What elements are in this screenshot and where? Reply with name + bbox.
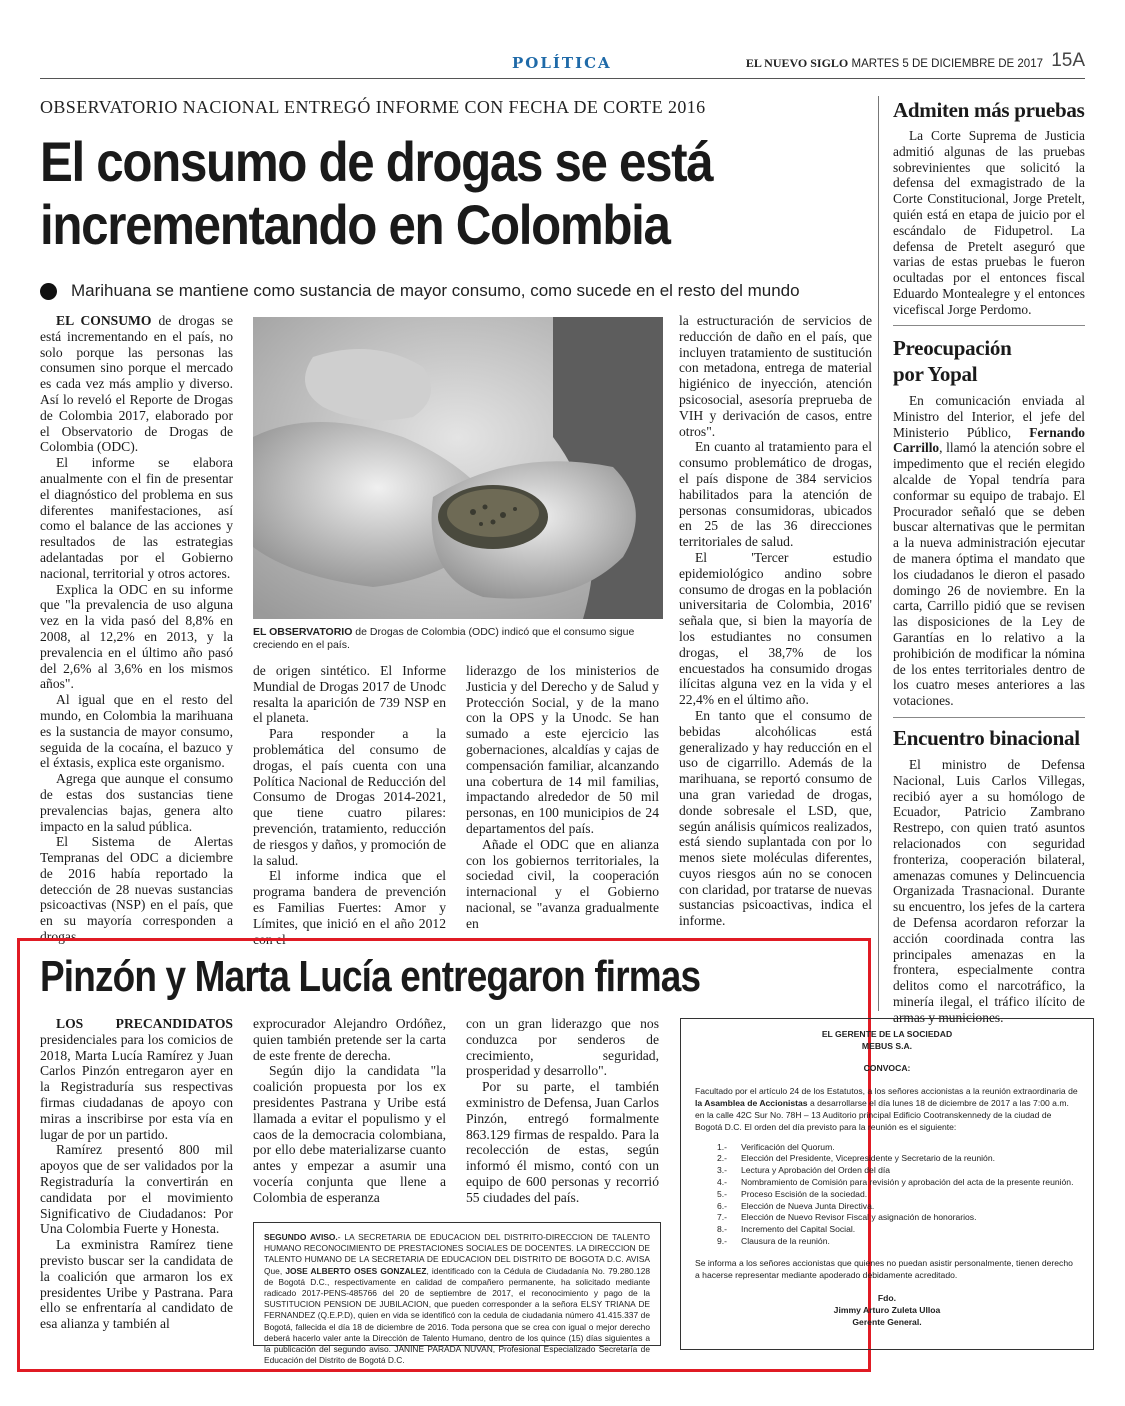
article-column-1	[40, 313, 233, 945]
notice-note: Se informa a los señores accionistas que quienes no puedan asistir personalmente, tienen derecho a hacerse representar mediante apoderado debidamente acreditado.	[695, 1257, 1073, 1280]
agenda-list	[717, 1142, 1079, 1248]
second-column-1	[40, 1016, 233, 1332]
paragraph: liderazgo de los ministerios de Justicia y del Derecho y de Salud y Protección Social, y de la mano con la OPS y la Unodc. Se han sumado a este ejercicio las gobernaciones, alcaldías y cajas de compensación familiar, alcanzando una cobertura de 14 mil familias, impactando alrededor de 50 mil personas, en 100 municipios de 24 departamentos del país.	[466, 663, 659, 836]
issue-date: MARTES 5 DE DICIEMBRE DE 2017	[851, 58, 1043, 70]
person-name: Fernando Carrillo	[893, 424, 1085, 456]
notice-person: JOSE ALBERTO OSES GONZALEZ	[285, 1265, 427, 1276]
sidebar-separator	[893, 717, 1085, 718]
sidebar-body-2: En comunicación enviada al Ministro del Interior, el jefe del Ministerio Público, Fernando Carrillo, llamó la atención sobre el impedimento que el recién elegido alcalde de Yopal tendría para conformar su equipo de trabajo. El Procurador señaló que se deben buscar alternativas que le permitan a la nueva administración ejecutar de manera óptima el mandato que los ciudadanos le dieron el pasado domingo 26 de noviembre. En la carta, Carrillo pidió que se revisen las disposiciones de la Ley de Garantías en lo relativo a la prohibición de modificar la nómina de los entes territoriales dentro de los cuatro meses anteriores a las votaciones.	[893, 393, 1085, 709]
article-kicker: OBSERVATORIO NACIONAL ENTREGÓ INFORME CON FECHA DE CORTE 2016	[40, 97, 706, 117]
paragraph: Agrega que aunque el consumo de estas dos sustancias tiene prevalencias bajas, genera alto impacto en la salud pública.	[40, 771, 233, 834]
article-headline: El consumo de drogas se está incrementando en Colombia	[40, 130, 713, 256]
section-label: POLÍTICA	[512, 54, 612, 72]
agenda-text: Lectura y Aprobación del Orden del día	[741, 1165, 891, 1176]
agenda-number: 5.-	[717, 1188, 728, 1199]
newspaper-name: EL NUEVO SIGLO	[745, 56, 849, 70]
bullet-icon	[40, 283, 57, 300]
agenda-text: Clausura de la reunión.	[741, 1235, 830, 1246]
agenda-item	[717, 1212, 1079, 1224]
paragraph: El informe indica que el programa bandera de prevención es Familias Fuertes: Amor y Límites, que inició en el año 2012 con el	[253, 868, 446, 947]
second-column-3	[466, 1016, 659, 1206]
agenda-item	[717, 1177, 1079, 1189]
company-name: MEBUS S.A.	[861, 1040, 913, 1051]
paragraph: la estructuración de servicios de reducción de daño en el país, que incluyen tratamiento de sustitución con metadona, entrega de material higiénico de inyección, atención psicosocial, asesoría preprueba de VIH y derivación de casos, entre otros".	[679, 313, 872, 439]
agenda-number: 9.-	[717, 1235, 728, 1246]
legal-notice-assembly	[680, 1018, 1094, 1350]
paragraph: Al igual que en el resto del mundo, en Colombia la marihuana es la sustancia de mayor consumo, seguida de la cocaína, el bazuco y el éxtasis, explica este organismo.	[40, 692, 233, 771]
second-column-2	[253, 1016, 446, 1206]
sidebar-headline-3: Encuentro binacional	[893, 726, 1080, 750]
agenda-text: Nombramiento de Comisión para revisión y aprobación del acta de la presente reunión.	[741, 1176, 1074, 1187]
summary-text: Marihuana se mantiene como sustancia de mayor consumo, como sucede en el resto del mundo	[71, 281, 800, 300]
signer-role: Gerente General.	[852, 1316, 922, 1327]
paragraph: En cuanto al tratamiento para el consumo problemático de drogas, el país dispone de 384 servicios habilitados para la atención de personas consumidoras, ubicados en 25 de las 36 direcciones territoriales de salud.	[679, 439, 872, 550]
paragraph: Añade el ODC que en alianza con los gobiernos territoriales, la sociedad civil, la cooperación internacional y el Gobierno nacional, se "avanza gradualmente en	[466, 836, 659, 931]
sidebar-body-3: El ministro de Defensa Nacional, Luis Carlos Villegas, recibió ayer a su homólogo de Ecuador, Patricio Zambrano Restrepo, con quien trató asuntos relacionados con seguridad fronteriza, cooperación bilateral, amenazas comunes y Delincuencia Organizada Trasnacional. Durante su encuentro, los jefes de la cartera de Defensa acordaron reforzar la acción coordinada contra las principales amenazas en la frontera, especialmente contra delitos como el narcotráfico, la minería ilegal, el tráfico ilícito de armas y municiones.	[893, 757, 1085, 1025]
signer-name: Jimmy Arturo Zuleta Ulloa	[833, 1305, 941, 1316]
agenda-item	[717, 1165, 1079, 1177]
paragraph: LOS PRECANDIDATOS presidenciales para los comicios de 2018, Marta Lucía Ramírez y Juan Carlos Pinzón entregaron ayer en la Registraduría sus respectivas firmas ciudadanas de apoyo con miras a inscribirse por esta vía en lugar de por un partido.	[40, 1016, 233, 1142]
agenda-number: 4.-	[717, 1176, 728, 1187]
lead-in: EL CONSUMO	[56, 313, 152, 328]
header-rule	[40, 78, 1085, 79]
agenda-number: 1.-	[717, 1141, 728, 1152]
paragraph: exprocurador Alejandro Ordóñez, quien también pretende ser la carta de este frente de derecha.	[253, 1016, 446, 1063]
paragraph: Explica la ODC en su informe que "la prevalencia de uso alguna vez en la vida pasó del 8,8% en 2008, al 12,2% en 2013, y la prevalencia en el último año pasó del 2,6% al 3,6% en los mismos años".	[40, 581, 233, 692]
second-headline: Pinzón y Marta Lucía entregaron firmas	[40, 952, 701, 1001]
agenda-number: 8.-	[717, 1224, 728, 1235]
agenda-item	[717, 1224, 1079, 1236]
agenda-item	[717, 1153, 1079, 1165]
sidebar-headline-1: Admiten más pruebas	[893, 98, 1085, 122]
agenda-item	[717, 1201, 1079, 1213]
sidebar-body-1: La Corte Suprema de Justicia admitió algunas de las pruebas sobrevinientes que solicitó la defensa del exmagistrado de la Corte Constitucional, Jorge Pretelt, quién está en etapa de juicio por el escándalo de Fidupetrol. La defensa de Pretelt aseguró que varias de estas pruebas le fueron ocultadas por el entonces fiscal Eduardo Montealegre y el entonces vicefiscal Jorge Perdomo.	[893, 128, 1085, 317]
agenda-item	[717, 1236, 1079, 1248]
paragraph: La exministra Ramírez tiene previsto buscar ser la candidata de la coalición que armaron los ex presidentes Uribe y Pastrana. Para ello se enfrentaría al candidato de esa alianza y también al	[40, 1237, 233, 1332]
sidebar-headline-2: Preocupación por Yopal	[893, 336, 1012, 386]
notice-lead: SEGUNDO AVISO.	[264, 1232, 338, 1242]
agenda-number: 6.-	[717, 1200, 728, 1211]
paragraph: El Sistema de Alertas Tempranas del ODC a diciembre de 2016 había reportado la detección de 28 nuevas sustancias psicoactivas (NSP) en el país, que en su mayoría corresponden a drogas	[40, 834, 233, 945]
article-summary	[40, 281, 880, 301]
agenda-text: Incremento del Capital Social.	[741, 1224, 856, 1235]
agenda-text: Proceso Escisión de la sociedad.	[741, 1188, 868, 1199]
convoca-heading: CONVOCA:	[863, 1062, 911, 1073]
paragraph: En tanto que el consumo de bebidas alcohólicas está generalizado y hay reducción en el uso de cigarrillo. Además de la marihuana, se reportó consumo de una gran variedad de drogas, donde sobresale el LSD, que, según análisis químicos realizados, está siendo suplantada con por lo menos siete moléculas diferentes, cuyos riesgos aún no se conocen con claridad, por tratarse de nuevas sustancias psicoactivas, indica el informe.	[679, 707, 872, 929]
article-column-2	[253, 663, 446, 947]
article-column-4	[679, 313, 872, 929]
sidebar-separator	[893, 325, 1085, 326]
agenda-item	[717, 1189, 1079, 1201]
agenda-text: Elección de Nueva Junta Directiva.	[741, 1200, 875, 1211]
masthead	[746, 56, 1043, 71]
signature-fdo: Fdo.	[877, 1293, 897, 1304]
paragraph: Según dijo la candidata "la coalición propuesta por los ex presidentes Pastrana y Uribe está llamada a evitar el populismo y el caos de la democracia colombiana, por ello debe materializarse cuanto antes y empezar a asumir una vocería conjunta que llene a Colombia de esperanza	[253, 1063, 446, 1205]
paragraph: de origen sintético. El Informe Mundial de Drogas 2017 de Unodc resalta la aparición de 739 NSP en el planeta.	[253, 663, 446, 726]
article-column-3	[466, 663, 659, 932]
caption-lead: EL OBSERVATORIO	[253, 626, 353, 638]
paragraph: Para responder a la problemática del consumo de drogas, el país cuenta con una Política Nacional de Reducción del Consumo de Drogas 2014-2021, que tiene cuatro pilares: prevención, tratamiento, reducción de riesgos y daños, y promoción de la salud.	[253, 726, 446, 868]
hands-photo-illustration	[253, 317, 663, 619]
paragraph: EL CONSUMO de drogas se está incrementando en el país, no solo porque las personas las consumen sino porque el mercado es cada vez más amplio y diverso. Así lo reveló el Reporte de Drogas de Colombia 2017, elaborado por el Observatorio de Drogas de Colombia (ODC).	[40, 313, 233, 455]
paragraph: con un gran liderazgo que nos conduzca por senderos de crecimiento, seguridad, prosperidad y desarrollo".	[466, 1016, 659, 1079]
sidebar-divider	[878, 96, 879, 1011]
agenda-text: Elección de Nuevo Revisor Fiscal y asignación de honorarios.	[741, 1212, 977, 1223]
agenda-number: 3.-	[717, 1165, 728, 1176]
article-photo	[253, 317, 663, 619]
paragraph: Por su parte, el también exministro de Defensa, Juan Carlos Pinzón, entregó formalmente 863.129 firmas de respaldo. Para la recolección de estas, según informó él mismo, contó con un equipo de 600 personas y recorrió 55 ciudades del país.	[466, 1079, 659, 1205]
paragraph: El 'Tercer estudio epidemiológico andino sobre consumo de drogas en la población universitaria de Colombia, 2016' señala que, si bien la mayoría de los estudiantes no consumen drogas, el 38,7% de los encuestados ha consumido drogas ilícitas alguna vez en la vida y el 22,4% en el último año.	[679, 549, 872, 708]
agenda-text: Elección del Presidente, Vicepresidente y Secretario de la reunión.	[741, 1153, 995, 1164]
lead-in: LOS PRECANDIDATOS	[56, 1016, 233, 1031]
legal-notice-pension: SEGUNDO AVISO.- LA SECRETARIA DE EDUCACION DEL DISTRITO-DIRECCION DE TALENTO HUMANO RECONOCIMIENTO DE PRESTACIONES SOCIALES DE DOCENTES. LA DIRECCION DE TALENTO HUMANO DE LA SECRETARIA DE EDUCACION DEL DISTRITO DE BOGOTA D.C. AVISA Que, JOSE ALBERTO OSES GONZALEZ, identificado con la Cédula de Ciudadanía No. 79.280.128 de Bogotá D.C., respectivamente en calidad de compañero permanente, ha solicitado mediante radicado 2017-PENS-485766 del 20 de septiembre de 2017, el reconocimiento y pago de la SUSTITUCION PENSION DE JUBILACION, que pueden corresponder a la señora ELSY TRIANA DE FERNANDEZ (Q.E.P.D), quien en vida se identificó con la cedula de ciudadania número 41.415.337 de Bogotá, fallecida el día 18 de diciembre de 2016. Toda persona que se crea con igual o mejor derecho deberá hacerlo valer ante la Dirección de Talento Humano, dentro de los quince (15) días siguientes a la publicación del segundo aviso. JANINE PARADA NUVAN, Profesional Especializado Secretaría de Educación del Distrito de Bogotá D.C.	[253, 1222, 661, 1346]
agenda-number: 7.-	[717, 1212, 728, 1223]
photo-caption: EL OBSERVATORIO de Drogas de Colombia (ODC) indicó que el consumo sigue creciendo en el país.	[253, 626, 635, 651]
agenda-text: Verificación del Quorum.	[741, 1141, 835, 1152]
paragraph: Ramírez presentó 800 mil apoyos que de ser validados por la Registraduría la convertirán en candidata por el movimiento Significativo de Ciudadanos: Por Una Colombia Fuerte y Honesta.	[40, 1142, 233, 1237]
page-number: 15A	[1051, 50, 1085, 71]
agenda-number: 2.-	[717, 1153, 728, 1164]
agenda-item	[717, 1142, 1079, 1154]
paragraph: El informe se elabora anualmente con el fin de presentar el diagnóstico del problema en sus diferentes manifestaciones, así como el balance de las acciones y resultados de las estrategias adelantadas por el Gobierno nacional, territorial y otros actores.	[40, 455, 233, 581]
notice-issuer: EL GERENTE DE LA SOCIEDAD	[821, 1029, 953, 1039]
notice-intro: Facultado por el artículo 24 de los Estatutos, a los señores accionistas a la reunión extraordinaria de la Asamblea de Accionistas a desarrollarse el día lunes 18 de diciembre de 2017 a las 7:00 a.m. en la calle 42C Sur No. 78H – 13 Auditorio principal Edificio Cootranskennedy de la ciudad de Bogotá D.C. El orden del día previsto para la reunión es el siguiente:	[695, 1086, 1078, 1132]
